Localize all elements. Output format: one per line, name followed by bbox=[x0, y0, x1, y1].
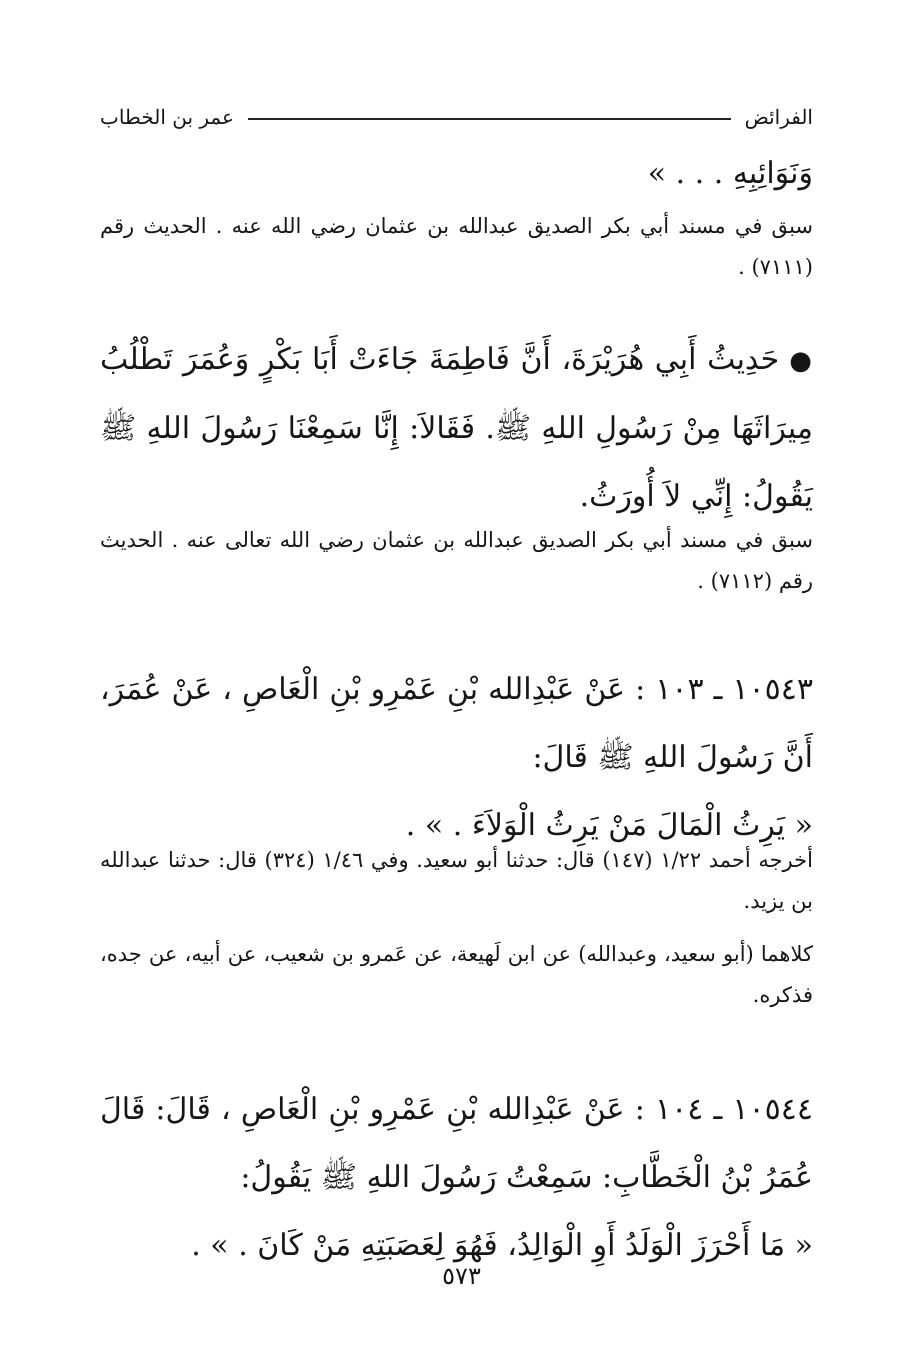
header-rule bbox=[248, 118, 731, 120]
hadith-2-quote: « يَرِثُ الْمَالَ مَنْ يَرِثُ الْوَلاَءَ . » . bbox=[405, 808, 813, 843]
page-number: ٥٧٣ bbox=[442, 1262, 481, 1290]
chapter-title: الفرائض bbox=[744, 105, 813, 129]
running-header bbox=[100, 100, 813, 134]
hadith-2 bbox=[100, 656, 813, 860]
section-title: عمر بن الخطاب bbox=[100, 105, 234, 129]
footnote-3-takhrij: أخرجه أحمد ١/٢٢ (١٤٧) قال: حدثنا أبو سعيد. وفي ١/٤٦ (٣٢٤) قال: حدثنا عبدالله بن يزيد. bbox=[100, 848, 813, 913]
hadith-3-quote: « مَا أَحْرَزَ الْوَلَدُ أَوِ الْوَالِدُ، فَهُوَ لِعَصَبَتِهِ مَنْ كَانَ . » . bbox=[191, 1228, 813, 1263]
hadith-1 bbox=[100, 326, 813, 531]
bullet-icon: ● bbox=[789, 346, 814, 376]
footnote-2: سبق في مسند أبي بكر الصديق عبدالله بن عثمان رضي الله تعالى عنه . الحديث رقم (٧١١٢) . bbox=[100, 528, 813, 593]
hadith-3-isnad: ١٠٥٤٤ ـ ١٠٤ : عَنْ عَبْدِالله بْنِ عَمْرِو بْنِ الْعَاصِ ، قَالَ: قَالَ عُمَرُ بْنُ الْخَطَّابِ: سَمِعْتُ رَسُولَ اللهِ ﷺ يَقُولُ: bbox=[100, 1092, 813, 1195]
footnote-1: سبق في مسند أبي بكر الصديق عبدالله بن عثمان رضي الله عنه . الحديث رقم (٧١١١) . bbox=[100, 214, 813, 279]
hadith-1-text: حَدِيثُ أَبِي هُرَيْرَةَ، أَنَّ فَاطِمَةَ جَاءَتْ أَبَا بَكْرٍ وَعُمَرَ تَطْلُبُ مِيرَاثَهَا مِنْ رَسُولِ اللهِ ﷺ. فَقَالاَ: إِنَّا سَمِعْنَا رَسُولَ اللهِ ﷺ يَقُولُ: إِنِّي لاَ أُورَثُ. bbox=[100, 342, 813, 514]
hadith-3 bbox=[100, 1076, 813, 1280]
hadith-2-isnad: ١٠٥٤٣ ـ ١٠٣ : عَنْ عَبْدِالله بْنِ عَمْرِو بْنِ الْعَاصِ ، عَنْ عُمَرَ، أَنَّ رَسُولَ اللهِ ﷺ قَالَ: bbox=[100, 672, 813, 775]
footnote-3-chain: كلاهما (أبو سعيد، وعبدالله) عن ابن لَهيعة، عن عَمرو بن شعيب، عن أبيه، عن جده، فذكره. bbox=[100, 942, 813, 1007]
continuation-text: وَنَوَائِبِهِ . . . » bbox=[647, 156, 813, 191]
